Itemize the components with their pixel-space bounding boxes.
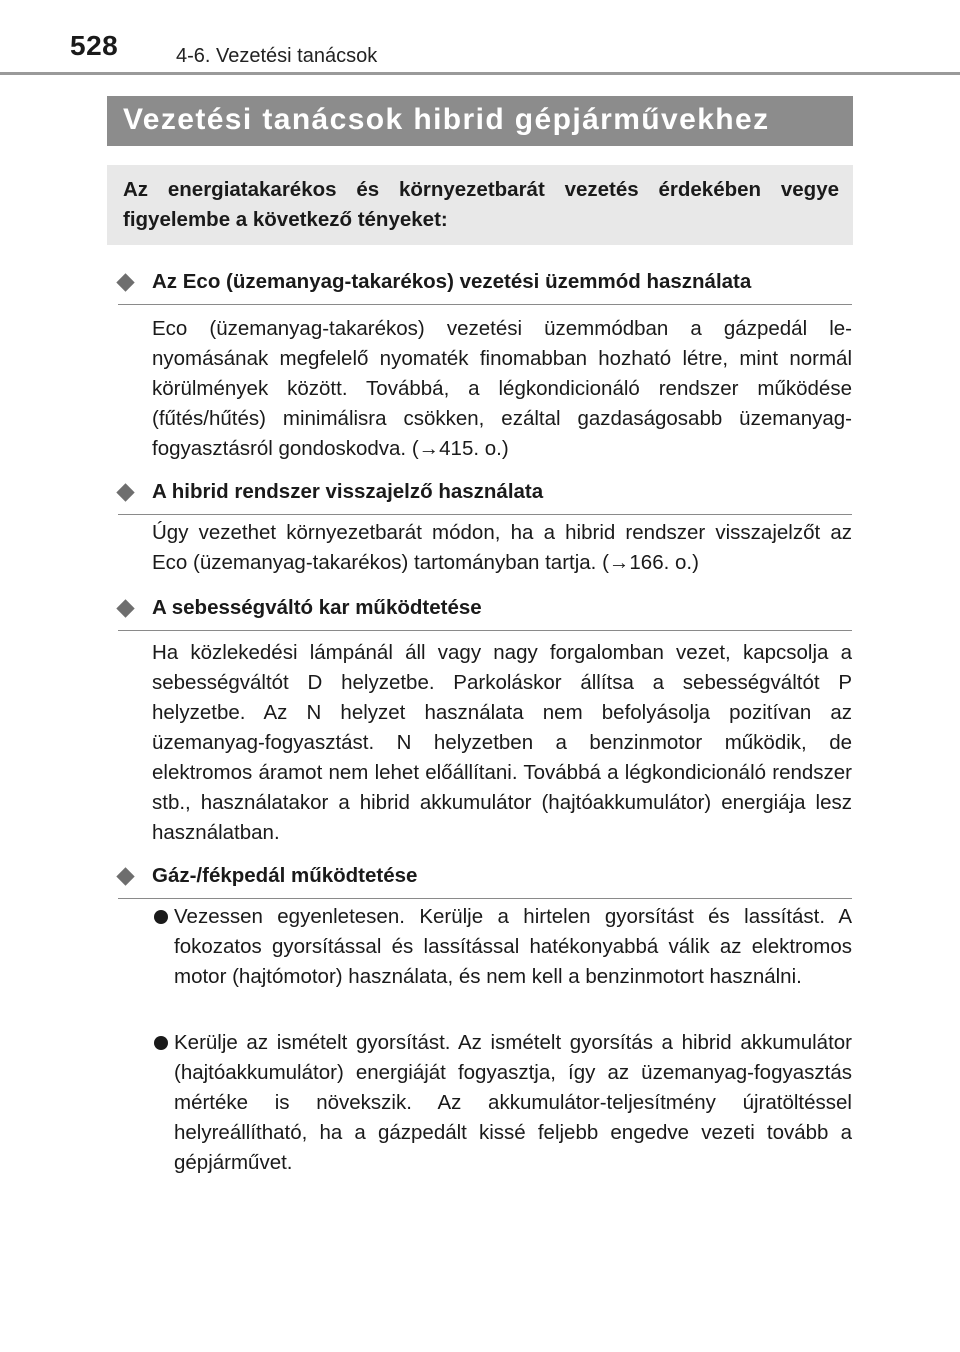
header-divider	[0, 72, 960, 75]
section-heading	[118, 864, 852, 899]
diamond-bullet-icon	[116, 273, 134, 291]
section-heading	[118, 596, 852, 631]
section-title: A sebességváltó kar működtetése	[152, 596, 482, 619]
list-item-text: Kerülje az ismételt gyorsítást. Az ismételt gyorsítás a hibrid akkumulátor (hajtóakkumulátor) energiáját fogyasztja, így az üzemanyag-fogyasztás mértéke is növekszik. Az akkumulátor-teljesítmény újratöltéssel helyreállítható, ha a gázpedált kissé feljebb engedve vezeti tovább a gépjárművet.	[174, 1031, 852, 1174]
section-title: Az Eco (üzemanyag-takarékos) vezetési üzemmód használata	[152, 270, 752, 293]
section-heading	[118, 270, 852, 305]
section-body: Úgy vezethet környezetbarát módon, ha a hibrid rendszer visszajelzőt az Eco (üzemanyag-takarékos) tartományban tartja. (→166. o.)	[152, 521, 852, 574]
intro-box	[107, 165, 853, 245]
page-title: Vezetési tanácsok hibrid gépjárművekhez	[123, 103, 770, 136]
diamond-bullet-icon	[116, 599, 134, 617]
list-item-text: Vezessen egyenletesen. Kerülje a hirtelen gyorsítást és lassítást. A fokozatos gyorsítással és lassítással hatékonyabbá válik az elektromos motor (hajtómotor) használata, és nem kell a benzinmotort használni.	[174, 905, 852, 988]
section-title: Gáz-/fékpedál működtetése	[152, 864, 418, 887]
intro-text: Az energiatakarékos és környezetbarát vezetés érdekében vegye figyelembe a következő tényeket:	[123, 178, 839, 231]
section-heading	[118, 480, 852, 515]
chapter-label: 4-6. Vezetési tanácsok	[176, 45, 378, 67]
section-body: Ha közlekedési lámpánál áll vagy nagy forgalomban vezet, kapcsolja a sebességváltót D helyzetbe. Parkoláskor állítsa a sebességváltót P helyzetbe. Az N helyzet használata nem befolyásolja pozitívan az üzemanyag-fogyasztást. N helyzetben a benzinmotor működik, de elektromos áramot nem lehet előállítani. Továbbá a légkondicionáló rendszer stb., használatakor a hibrid akkumulátor (hajtóakkumulátor) energiája lesz használatban.	[152, 641, 852, 844]
section-body: Eco (üzemanyag-takarékos) vezetési üzemmódban a gázpedál lenyomásának megfelelő nyomaték finomabban hozható létre, mint normál körülmények között. Továbbá, a légkondicionáló rendszer működése (fűtés/hűtés) minimálisra csökken, ezáltal gazdaságosabb üzemanyag-fogyasztásról gondoskodva. (→415. o.)	[152, 317, 852, 460]
diamond-bullet-icon	[116, 867, 134, 885]
section-title: A hibrid rendszer visszajelző használata	[152, 480, 544, 503]
round-bullet-icon	[154, 1036, 168, 1050]
title-banner	[107, 96, 853, 146]
round-bullet-icon	[154, 910, 168, 924]
page-number: 528	[70, 30, 119, 61]
page-header	[0, 0, 960, 80]
diamond-bullet-icon	[116, 483, 134, 501]
